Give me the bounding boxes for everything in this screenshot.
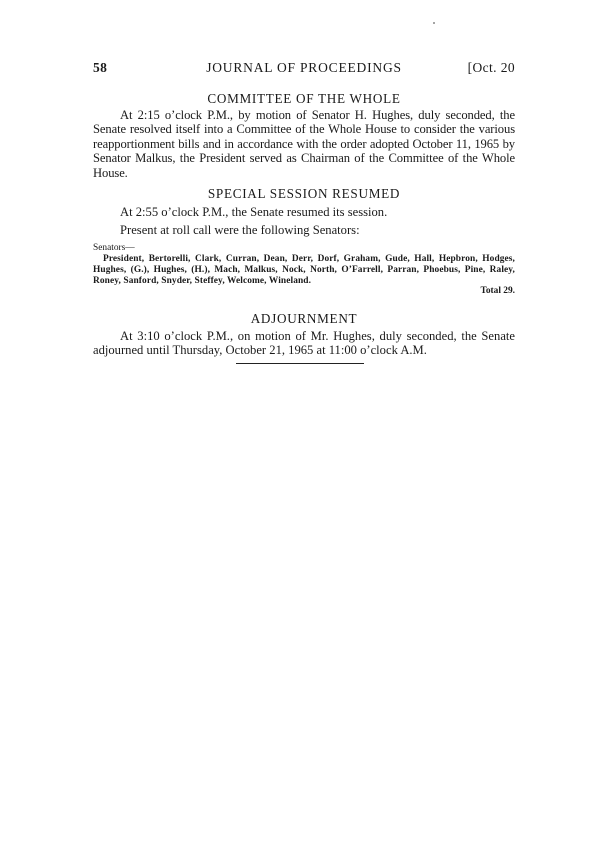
committee-paragraph-block — [93, 108, 515, 180]
special-session-body — [93, 205, 515, 238]
committee-section — [93, 91, 515, 107]
scan-speck — [433, 22, 435, 24]
committee-heading: COMMITTEE OF THE WHOLE — [207, 91, 401, 106]
roll-call-label: Senators— — [93, 243, 135, 253]
roll-call-block — [93, 243, 515, 297]
header-date: [Oct. 20 — [467, 60, 515, 75]
adjournment-section — [93, 311, 515, 327]
journal-title: JOURNAL OF PROCEEDINGS — [206, 60, 402, 75]
special-session-heading: SPECIAL SESSION RESUMED — [207, 186, 401, 201]
committee-paragraph: At 2:15 o’clock P.M., by motion of Senator H. Hughes, duly seconded, the Senate resolved itself into a Committee of the Whole House to consider the various reapportionment bills and in accordance with the order adopted October 11, 1965 by Senator Malkus, the President served as Chairman of the Committee of the Whole House. — [93, 108, 515, 180]
session-resumed-text: At 2:55 o’clock P.M., the Senate resumed its session. — [120, 205, 388, 219]
roll-call-total: Total 29. — [480, 286, 515, 297]
roll-call-intro: Present at roll call were the following Senators: — [120, 223, 360, 238]
adjournment-paragraph-block — [93, 329, 515, 358]
roll-call-list: President, Bertorelli, Clark, Curran, Dean, Derr, Dorf, Graham, Gude, Hall, Hepbron, Hodges, Hughes, (G.), Hughes, (H.), Mach, Malkus, Nock, North, O’Farrell, Parran, Phoebus, Pine, Raley, Roney, Sanford, Snyder, Steffey, Welcome, Wineland. — [93, 254, 515, 286]
adjournment-paragraph: At 3:10 o’clock P.M., on motion of Mr. Hughes, duly seconded, the Senate adjourned until Thursday, October 21, 1965 at 11:00 o’clock A.M. — [93, 329, 515, 358]
adjournment-heading: ADJOURNMENT — [250, 311, 358, 326]
page-header — [93, 60, 515, 78]
closing-rule — [236, 363, 364, 364]
page-number: 58 — [93, 60, 108, 75]
special-session-section — [93, 186, 515, 202]
